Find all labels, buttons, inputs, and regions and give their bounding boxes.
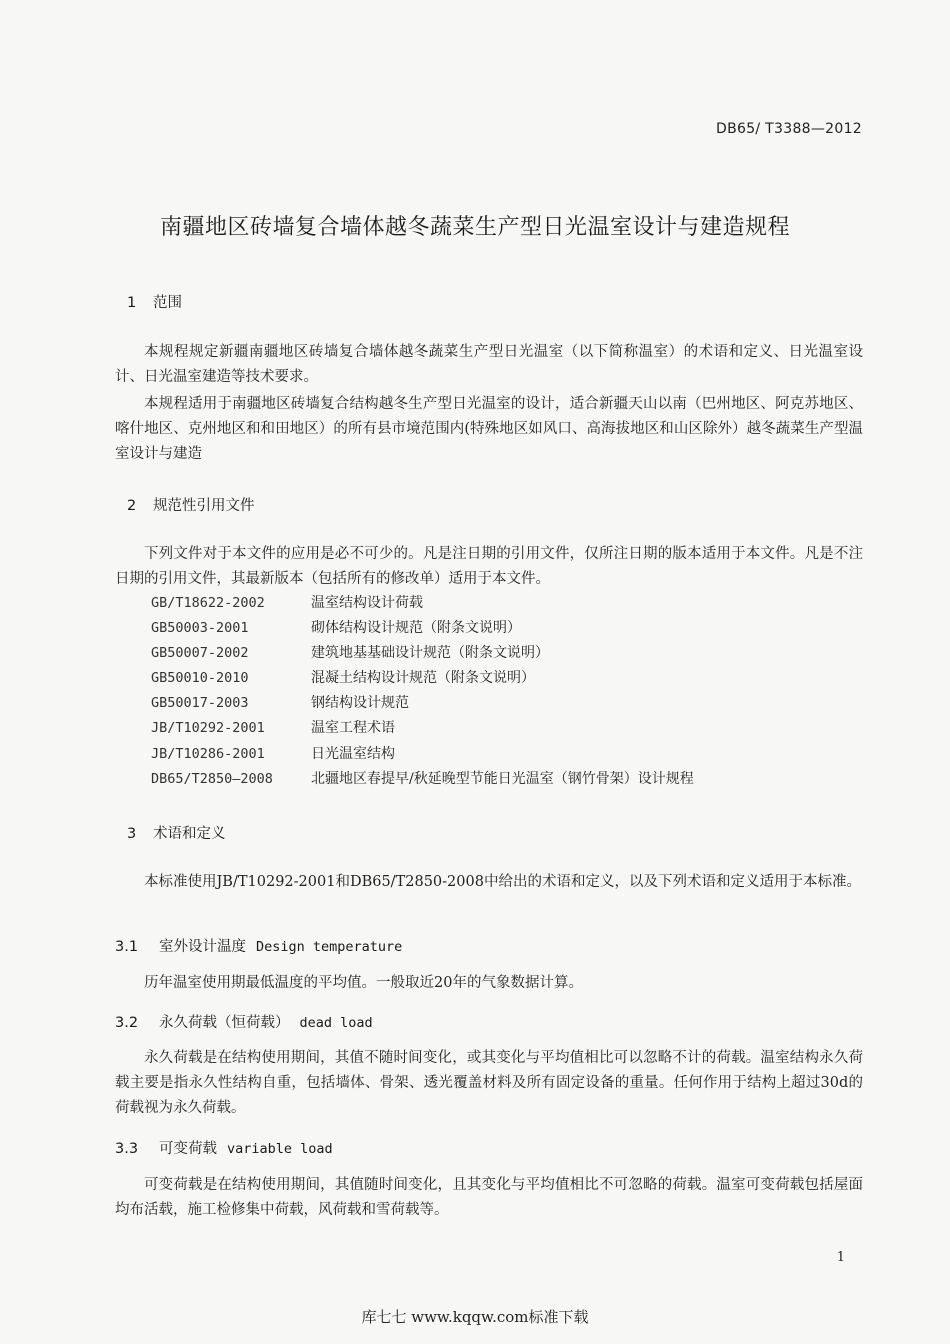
- reference-row: [151, 666, 694, 691]
- reference-code: GB50010-2010: [151, 670, 249, 687]
- reference-row: [151, 767, 694, 792]
- footer-watermark: 库七七 www.kqqw.com标准下载: [361, 1308, 589, 1326]
- reference-row: [151, 591, 694, 616]
- section-1-paragraph-2: 本规程适用于南疆地区砖墙复合结构越冬生产型日光温室的设计，适合新疆天山以南（巴州地区、阿克苏地区、喀什地区、克州地区和和田地区）的所有县市境范围内(特殊地区如风口、高海拔地区和山区除外）越冬蔬菜生产型温室设计与建造: [115, 396, 863, 462]
- reference-code: GB/T18622-2002: [151, 595, 265, 611]
- subsection-3-3-text: 可变荷载是在结构使用期间，其值随时间变化，且其变化与平均值相比不可忽略的荷载。温室可变荷载包括屋面均布活载，施工检修集中荷载，风荷载和雪荷载等。: [115, 1177, 863, 1218]
- section-2-heading: [127, 494, 255, 515]
- reference-title: 日光温室结构: [311, 745, 395, 762]
- subsection-title-en: Design temperature: [256, 939, 403, 955]
- reference-row: [151, 742, 694, 767]
- reference-code: JB/T10286-2001: [151, 745, 265, 762]
- section-3-heading: [127, 822, 226, 843]
- reference-row: [151, 641, 694, 666]
- section-title: 术语和定义: [153, 826, 226, 842]
- subsection-3-2-heading: [115, 1011, 373, 1032]
- subsection-3-1-text: 历年温室使用期最低温度的平均值。一般取近20年的气象数据计算。: [144, 975, 583, 991]
- reference-title: 建筑地基基础设计规范（附条文说明）: [311, 645, 549, 662]
- document-title: 南疆地区砖墙复合墙体越冬蔬菜生产型日光温室设计与建造规程: [159, 215, 790, 240]
- section-3-intro: 本标准使用JB/T10292-2001和DB65/T2850-2008中给出的术语和定义，以及下列术语和定义适用于本标准。: [144, 874, 861, 890]
- reference-code: JB/T10292-2001: [151, 720, 265, 737]
- subsection-3-1-heading: [115, 935, 402, 956]
- reference-code: DB65/T2850—2008: [151, 770, 273, 787]
- section-number: 3: [127, 826, 137, 842]
- subsection-3-3-heading: [115, 1137, 333, 1158]
- section-title: 范围: [153, 295, 182, 311]
- reference-code: GB50007-2002: [151, 645, 249, 662]
- reference-title: 砌体结构设计规范（附条文说明）: [311, 620, 521, 637]
- subsection-number: 3.3: [115, 1141, 139, 1157]
- subsection-title-en: dead load: [299, 1015, 373, 1031]
- reference-title: 北疆地区春提早/秋延晚型节能日光温室（钢竹骨架）设计规程: [311, 770, 694, 787]
- subsection-3-2-text: 永久荷载是在结构使用期间，其值不随时间变化，或其变化与平均值相比可以忽略不计的荷载。温室结构永久荷载主要是指永久性结构自重，包括墙体、骨架、透光覆盖材料及所有固定设备的重量。任何作用于结构上超过30d的荷载视为永久荷载。: [115, 1050, 863, 1116]
- subsection-number: 3.2: [115, 1015, 139, 1031]
- section-1-heading: [127, 291, 182, 312]
- subsection-title-en: variable load: [227, 1141, 333, 1157]
- section-1-paragraph-1: 本规程规定新疆南疆地区砖墙复合墙体越冬蔬菜生产型日光温室（以下简称温室）的术语和定义、日光温室设计、日光温室建造等技术要求。: [115, 344, 863, 385]
- reference-list: [151, 591, 694, 792]
- subsection-title-zh: 永久荷载（恒荷载）: [159, 1015, 290, 1031]
- reference-code: GB50003-2001: [151, 620, 249, 637]
- reference-title: 温室结构设计荷载: [311, 595, 423, 611]
- reference-row: [151, 616, 694, 641]
- section-number: 1: [127, 295, 137, 311]
- reference-code: GB50017-2003: [151, 695, 249, 712]
- reference-row: [151, 716, 694, 741]
- subsection-number: 3.1: [115, 939, 139, 955]
- section-number: 2: [127, 498, 137, 514]
- reference-row: [151, 691, 694, 716]
- reference-title: 温室工程术语: [311, 720, 395, 737]
- standard-code: DB65/ T3388—2012: [716, 121, 862, 137]
- section-2-intro: 下列文件对于本文件的应用是必不可少的。凡是注日期的引用文件，仅所注日期的版本适用于本文件。凡是不注日期的引用文件，其最新版本（包括所有的修改单）适用于本文件。: [115, 546, 863, 587]
- reference-title: 钢结构设计规范: [311, 695, 409, 712]
- page-number: 1: [836, 1250, 845, 1265]
- section-title: 规范性引用文件: [153, 498, 255, 514]
- reference-title: 混凝土结构设计规范（附条文说明）: [311, 670, 535, 687]
- subsection-title-zh: 可变荷载: [159, 1141, 217, 1157]
- subsection-title-zh: 室外设计温度: [159, 939, 246, 955]
